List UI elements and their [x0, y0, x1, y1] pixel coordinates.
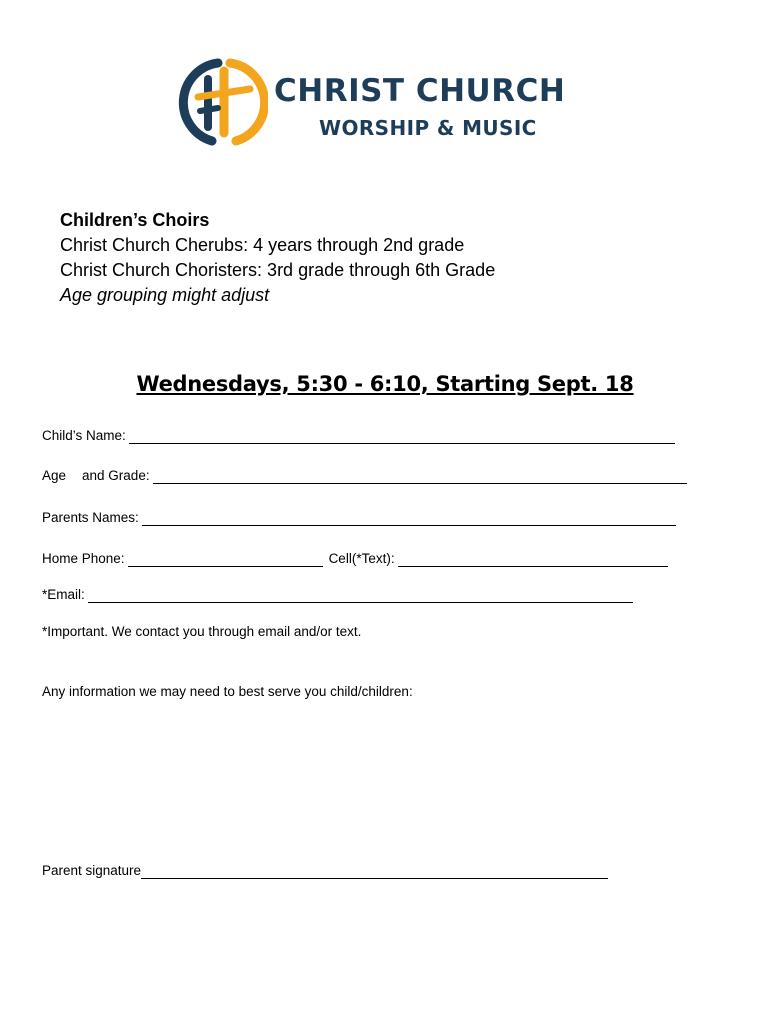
info-area[interactable] [42, 702, 722, 842]
child-name-row [42, 424, 675, 444]
age-label: Age [42, 468, 67, 483]
email-field[interactable] [88, 588, 633, 603]
cherubs-line: Christ Church Cherubs: 4 years through 2nd grade [60, 235, 465, 255]
grade-label: and Grade: [82, 468, 150, 483]
logo-subtitle: WORSHIP & MUSIC [319, 116, 537, 140]
church-logo [178, 57, 598, 149]
child-name-label: Child’s Name: [42, 428, 126, 443]
cross-logo-icon [178, 57, 268, 147]
choristers-line: Christ Church Choristers: 3rd grade through 6th Grade [60, 260, 496, 280]
parents-label: Parents Names: [42, 510, 139, 525]
age-grade-row [42, 464, 687, 484]
important-note: *Important. We contact you through email and/or text. [42, 624, 362, 639]
age-note: Age grouping might adjust [60, 285, 270, 305]
signature-field[interactable] [141, 864, 608, 879]
info-label: Any information we may need to best serve you child/children: [42, 684, 413, 699]
cell-label: Cell(*Text): [328, 551, 395, 566]
age-grade-field[interactable] [153, 469, 687, 484]
parents-row [42, 506, 676, 526]
child-name-field[interactable] [129, 429, 675, 444]
logo-title: CHRIST CHURCH [274, 73, 566, 109]
email-label: *Email: [42, 587, 85, 602]
signature-label: Parent signature [42, 863, 142, 878]
cell-field[interactable] [398, 552, 668, 567]
intro-block [60, 208, 495, 308]
choirs-heading: Children’s Choirs [60, 210, 210, 230]
phone-row [42, 547, 668, 567]
signature-row [42, 859, 608, 879]
schedule-heading: Wednesdays, 5:30 - 6:10, Starting Sept. 18 [136, 372, 634, 396]
parents-field[interactable] [142, 511, 676, 526]
home-phone-label: Home Phone: [42, 551, 125, 566]
email-row [42, 583, 633, 603]
home-phone-field[interactable] [128, 552, 323, 567]
